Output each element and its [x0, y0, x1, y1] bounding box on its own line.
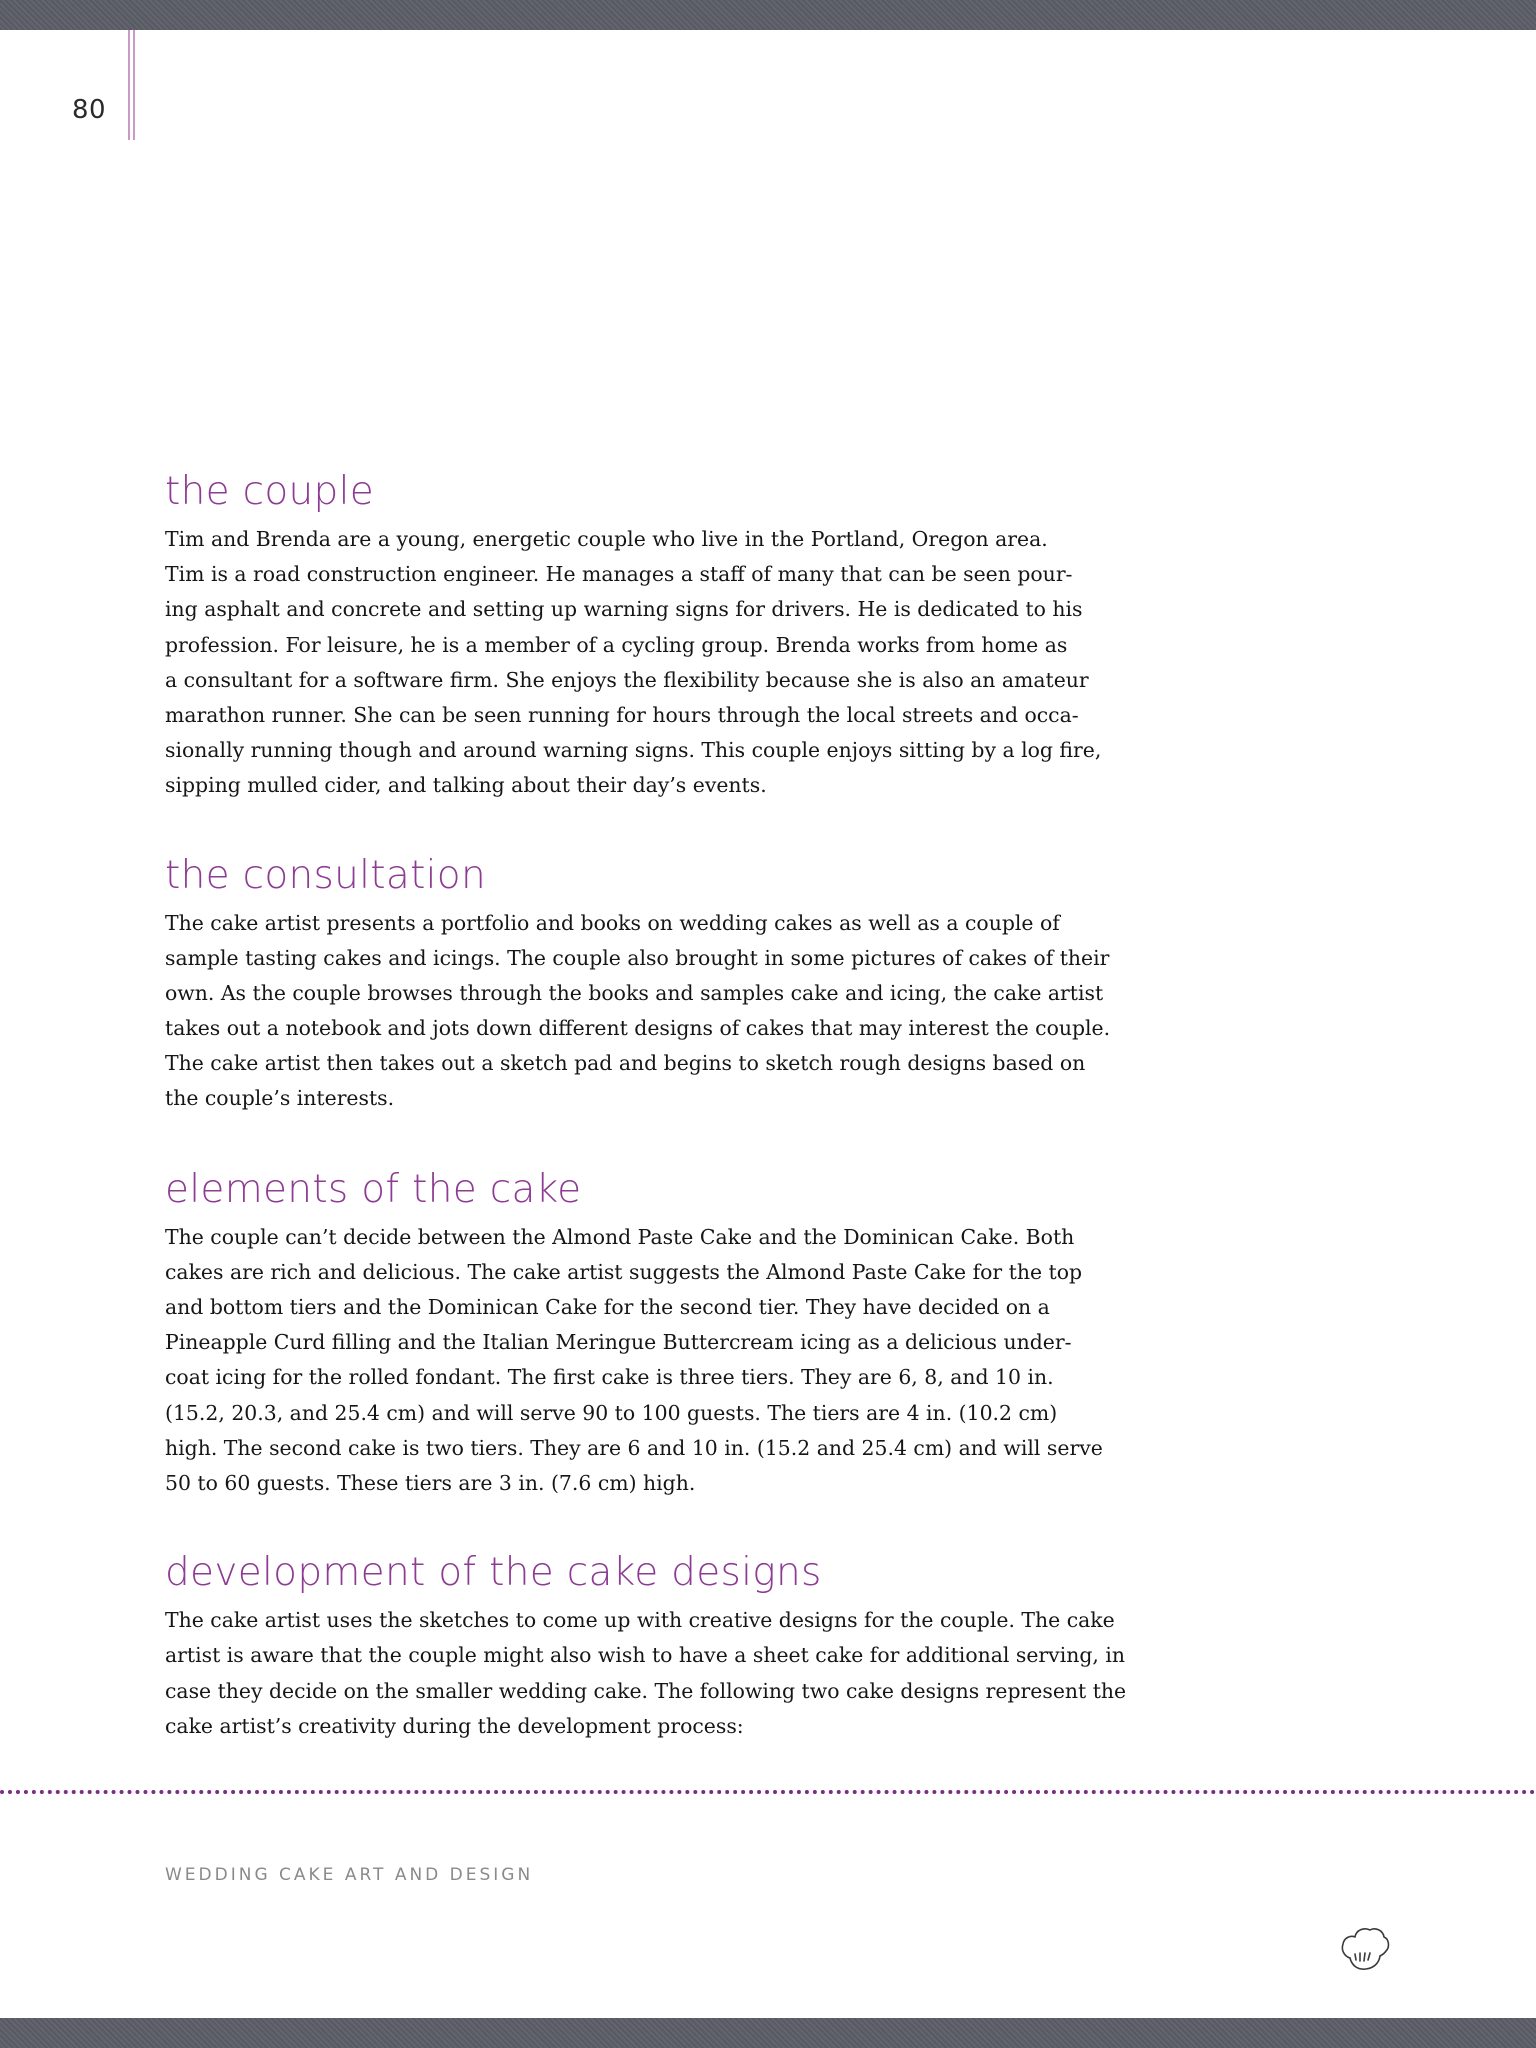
text-line: The cake artist then takes out a sketch pad and begins to sketch rough designs based on [165, 1051, 1086, 1076]
section-the-consultation [165, 846, 1111, 1117]
margin-rule [133, 30, 135, 140]
text-line: (15.2, 20.3, and 25.4 cm) and will serve 90 to 100 guests. The tiers are 4 in. (10.2 cm) [165, 1400, 1058, 1425]
text-line: cake artist’s creativity during the development process: [165, 1713, 744, 1738]
text-line: Pineapple Curd filling and the Italian Meringue Buttercream icing as a delicious under- [165, 1330, 1072, 1355]
text-line: profession. For leisure, he is a member of a cycling group. Brenda works from home as [165, 632, 1068, 657]
text-line: The cake artist presents a portfolio and books on wedding cakes as well as a couple of [165, 910, 1060, 935]
text-line: 50 to 60 guests. These tiers are 3 in. (7.6 cm) high. [165, 1470, 696, 1495]
section-heading: the couple [165, 469, 375, 514]
margin-rule [128, 30, 130, 140]
page-number: 80 [72, 95, 107, 125]
section-paragraph [165, 522, 1102, 804]
section-the-couple [165, 462, 1102, 804]
text-line: artist is aware that the couple might also wish to have a sheet cake for additional serving, in [165, 1643, 1126, 1668]
section-elements-of-the-cake [165, 1160, 1103, 1502]
running-footer-title: WEDDING CAKE ART AND DESIGN [165, 1865, 534, 1885]
section-heading: elements of the cake [165, 1166, 582, 1212]
text-line: own. As the couple browses through the books and samples cake and icing, the cake artist [165, 980, 1104, 1005]
page-content [165, 462, 1127, 1744]
section-development-of-the-cake-designs [165, 1543, 1127, 1744]
text-line: The couple can’t decide between the Almond Paste Cake and the Dominican Cake. Both [165, 1224, 1075, 1249]
text-line: a consultant for a software firm. She enjoys the flexibility because she is also an amateur [165, 667, 1089, 692]
section-heading: development of the cake designs [165, 1550, 822, 1596]
section-paragraph [165, 1603, 1127, 1744]
chef-hat-icon [1338, 1920, 1390, 1972]
text-line: The cake artist uses the sketches to come up with creative designs for the couple. The cake [165, 1608, 1115, 1633]
text-line: marathon runner. She can be seen running for hours through the local streets and occa- [165, 702, 1079, 727]
text-line: coat icing for the rolled fondant. The first cake is three tiers. They are 6, 8, and 10 in. [165, 1365, 1054, 1390]
text-line: the couple’s interests. [165, 1086, 395, 1111]
text-line: sionally running though and around warning signs. This couple enjoys sitting by a log fire, [165, 738, 1102, 763]
bottom-border-bar [0, 2018, 1536, 2048]
text-line: case they decide on the smaller wedding cake. The following two cake designs represent the [165, 1678, 1127, 1703]
text-line: ing asphalt and concrete and setting up warning signs for drivers. He is dedicated to his [165, 597, 1083, 622]
text-line: Tim and Brenda are a young, energetic couple who live in the Portland, Oregon area. [165, 527, 1048, 551]
section-paragraph [165, 906, 1111, 1117]
section-paragraph [165, 1220, 1103, 1502]
text-line: sample tasting cakes and icings. The couple also brought in some pictures of cakes of their [165, 945, 1110, 970]
text-line: takes out a notebook and jots down different designs of cakes that may interest the couple. [165, 1016, 1111, 1041]
section-heading: the consultation [165, 852, 486, 898]
text-line: high. The second cake is two tiers. They are 6 and 10 in. (15.2 and 25.4 cm) and will serve [165, 1435, 1103, 1460]
text-line: Tim is a road construction engineer. He manages a staff of many that can be seen pour- [165, 562, 1073, 587]
text-line: cakes are rich and delicious. The cake artist suggests the Almond Paste Cake for the top [165, 1259, 1083, 1284]
top-border-bar [0, 0, 1536, 30]
text-line: and bottom tiers and the Dominican Cake for the second tier. They have decided on a [165, 1295, 1050, 1319]
dotted-divider [0, 1790, 1536, 1794]
text-line: sipping mulled cider, and talking about their day’s events. [165, 773, 767, 798]
